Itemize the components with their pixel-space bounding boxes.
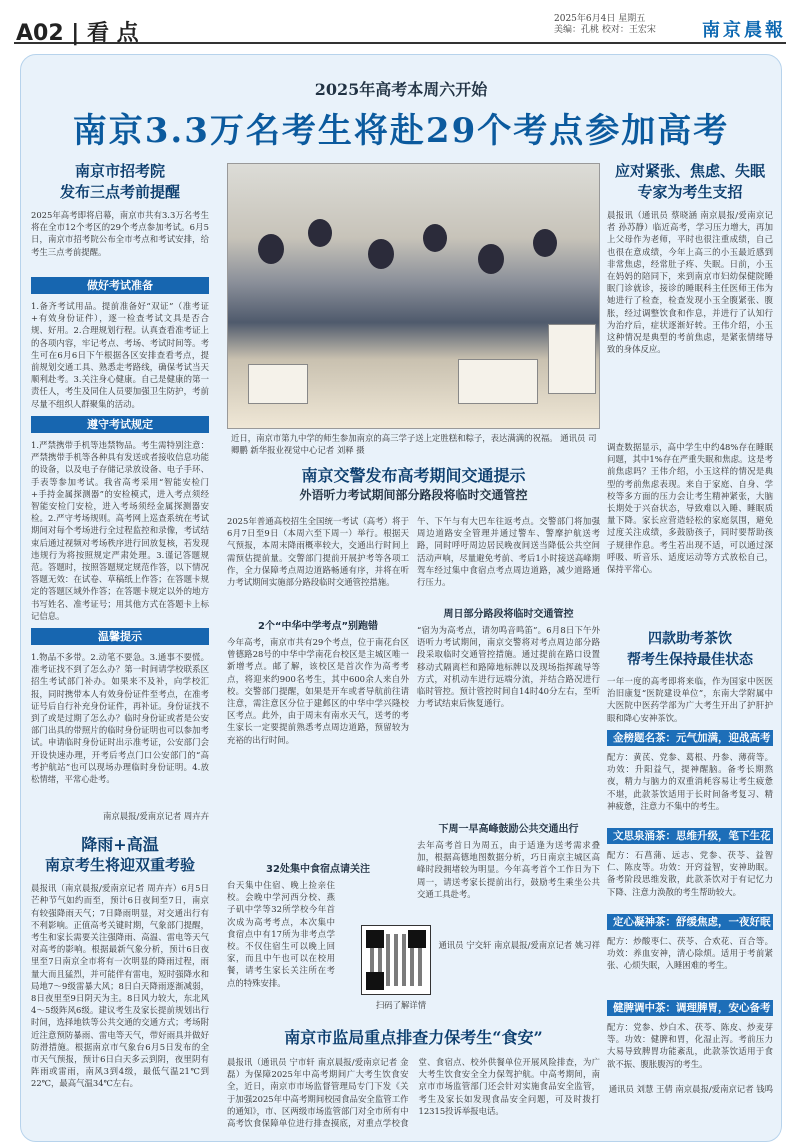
food-para: 晨报讯（通讯员 宁市轩 南京晨报/爱南京记者 金磊）为保障2025年中高考期间广大考生饮食安全，近日，南京市市场监督管理局专门下发《关于加强2025年中高考期间校园食品安全监管工作的通知》，市、区两级市场监管部门对全市所有中高考饮食保障单位进行排查摸底，对重点学校食堂、食宿点、校外供餐单位开展风险排查，为广大考生饮食安全全力保驾护航。中高考期间，南京市市场监管部门还会针对实施食品安全监管，考生及家长如发现食品安全问题，可及时拨打12315投诉举报电话。 <box>227 1057 600 1129</box>
traffic-subhead-4: 下周一早高峰鼓励公共交通出行 <box>438 824 579 835</box>
traffic-para-4: 午、下午与有大巴车往返考点。交警部门将加强周边道路安全管理并通过警车、警摩护航送考路，同时呼吁周边居民晚夜间送当降低公共空间活动声响，尽量避免考前、考后1小时接送高峰期驾车经过集中食宿点考点周边道路，减少道路通行压力。 <box>417 516 600 588</box>
page-title: 南京3.3万名考生将赴29个考点参加高考 <box>72 111 730 151</box>
date-line <box>554 14 704 36</box>
traffic-para-2: 今年高考，南京市共有29个考点，位于南花台区曾德路28号的中华中学南花台校区是主城区唯一新增考点。邮了解，该校区是首次作为高考考点，将迎来约900名考生，其中600余人来自外校。交警部门提醒，如果是开车或者导航前往请注意，需注意区分位于建邺区的中华中学兴隆校区考点。此外，由于周末有南水天气，送考的考生家长一定要提前熟悉考点周边道路，预留较为充裕的出行时间。 <box>227 637 409 745</box>
traffic-byline: 通讯员 宁交轩 南京晨报/爱南京记者 姚习祥 <box>438 940 600 950</box>
traffic-article <box>227 465 600 503</box>
left-intro: 2025年高考即将启幕，南京市共有3.3万名考生将在全市12个考区的29个考点参加考试。6月5日，南京市招考院公布全市考点和考试安排，给考生三点考前提醒。 <box>31 210 209 257</box>
traffic-subhead: 外语听力考试期间部分路段将临时交通管控 <box>299 488 528 502</box>
traffic-para-6: 去年高考首日为周五，由于适逢为送考需求叠加，根据高德地图数据分析，巧日南京主城区高峰时段拥堵较为明显。今年高考首个工作日为下周一，请送考家长提前出行，鼓励考生乘坐公共交通工具赴考。 <box>417 840 600 899</box>
traffic-para-1: 2025年普通高校招生全国统一考试（高考）将于6月7日至9日（本周六至下周一）举行。根据天气预报，本周末降雨概率较大，交通出行时间上需预估提前量。交警部门提前开展护考等各项工作，全力保障考点周边道路畅通有序，并将在听力考试期间实施部分路段临时交通管控措施。 <box>227 516 409 588</box>
tea-bar-1: 金榜题名茶：元气加满，迎战高考 <box>607 730 773 746</box>
tea-text-3: 配方：炒酸枣仁、茯苓、合欢花、百合等。功效：养血安神，清心除烦。适用于考前紧张、心烦失眠，入睡困难的考生。 <box>607 936 773 971</box>
tea-bar-3: 定心凝神茶：舒缓焦虑，一夜好眠 <box>607 914 773 930</box>
food-headline: 南京市监局重点排查力保考生“食安” <box>284 1028 543 1047</box>
traffic-para-3: 台天集中住宿、晚上捡亲住校。会晚中学河西分校、燕子矶中学等32所学校今年首次成为高考考点，本次集中食宿点中有17所为非考点学校。不仅住宿生可以晚上回家，而且中午也可以在校用餐，请考生家长关注所在考点的特殊安排。 <box>227 880 335 988</box>
left-byline: 南京晨报/爱南京记者 周卉卉 <box>103 811 209 821</box>
qr-caption: 扫码了解详情 <box>375 1000 427 1010</box>
right-headline-1: 应对紧张、焦虑、失眠 <box>614 162 765 180</box>
newspaper-logo: 南京晨報 <box>702 20 786 41</box>
tea-text-4: 配方：党参、炒白术、茯苓、陈皮、炒麦芽等。功效：健脾和胃，化湿止泻。考前压力大易导致脾胃功能紊乱，此款茶饮适用于食欲不振、腹胀腹泻的考生。 <box>607 1022 773 1069</box>
right-para-2: 调查数据显示，高中学生中约48%存在睡眠问题，其中1%存在严重失眠和焦虑。这是考前焦虑吗？王伟介绍，小玉这样的情况是典型的考前焦虑表现。来自于家庭、自身、学校等多方面的压力会让考生精神紧张，大脑长期处于兴奋状态，导致难以入睡、睡眠质量下降。家长应营造轻松的家庭氛围，避免过度关注成绩，多鼓励孩子，同时要帮助孩子规律作息。考生若出现不适，可以通过深呼吸、听音乐、适度运动等方式放松自己，保持平常心。 <box>607 442 773 575</box>
left-column <box>31 161 209 1135</box>
left-headline-3: 降雨+高温 <box>81 835 159 855</box>
section-bar-rules: 遵守考试规定 <box>31 416 209 433</box>
left-para-3: 1.物品不多带。2.动笔不要急。3.通事不要慌。准考证找不到了怎么办？第一时间请学校联系区招生考试部门补办。如果来不及补，向学校汇报，同时携带本人有效身份证件至考点，在准考证号后自行补充身份证件，再补证。身份证找不到了或是过期了怎么办？临时身份证或者是公安部门出具的带照片的临时身份证明也可以参加考试。申请临时身份证时出示准考证，公安部门会开设快速办理，开考后考点门口公安部门的“高考护航站”也可以现场办理临时身份证明。4.放松情绪，平常心赴考。 <box>31 652 209 785</box>
students-photo <box>227 163 600 429</box>
tea-bar-4: 健脾调中茶：调理脾胃，安心备考 <box>607 1000 773 1016</box>
traffic-subhead-2: 32处集中食宿点请关注 <box>266 864 370 875</box>
left-para-2: 1.严禁携带手机等违禁物品。考生需特别注意：严禁携带手机等各种具有发送或者接收信息功能的设备，以及电子存储记录放设备、电子手环、手表等参加考试。我省高考采用“智能安检门+手持金属探测器”的安检模式，进入考点须经智能安检门安检，进入考场须经金属探测器安检。2.严守考场规则。高考网上巡查系统在考试期间对每个考场进行全过程监控和录像，考试结束后通过视频对考场秩序进行回放复核，若发现违规行为将按照规定严肃处理。3.谨记答题规范。答题时，按照答题规定规范作答，以下情况答题无效：在试卷、草稿纸上作答；在答题卡规定的答题区域外作答；在答题卡规定以外的地方书写姓名、准考证号；用其他方式在答题卡上标记信息。 <box>31 440 209 621</box>
section-bar-tips: 温馨提示 <box>31 628 209 645</box>
right-headline-4: 帮考生保持最佳状态 <box>627 652 753 668</box>
traffic-col-1 <box>227 515 409 989</box>
traffic-headline: 南京交警发布高考期间交通提示 <box>301 466 526 485</box>
right-column <box>607 161 773 1095</box>
kicker: 2025年高考本周六开始 <box>314 80 488 99</box>
right-para-3: 一年一度的高考即将来临，作为国家中医医治旧康复“医院建设单位”，东南大学附属中大医院中医药学部为广大考生开出了护肝护眼和降心安神茶饮。 <box>607 676 773 723</box>
left-headline-4: 南京考生将迎双重考验 <box>44 856 195 875</box>
traffic-subhead-3: 周日部分路段将临时交通管控 <box>443 609 574 620</box>
right-byline: 通讯员 刘慧 王倩 南京晨报/爱南京记者 钱鸣 <box>608 1084 773 1094</box>
left-headline-2: 发布三点考前提醒 <box>59 183 180 201</box>
left-para-4: 晨报讯（南京晨报/爱南京记者 周卉卉）6月5日芒种节气如约而至，预计6日夜间至7日，南京有较强降雨天气；7日降雨明显，对交通出行有不利影响。正值高考关键时期，气象部门提醒，考生和家长需要关注强降雨、高温、雷电等天气对高考的影响。根据最新气象分析，预计6日夜里至7日南京全市将有一次明显的降雨过程，雨量大而且猛烈，并可能伴有雷电，短时强降水和局地7～9级雷暴大风；8日白天降雨逐渐减弱，8日夜里至9日阴天为主。8日风力较大，东北风4～5级阵风6级。建议考生及家长提前规划出行时间，选择地铁等公共交通的交通方式；考场附近注意预防暴雨、雷电等天气，带好雨具并做好防滑措施。根据南京市气象台6月5日发布的全市天气预报，预计6日白天多云到阴，夜里阴有阵雨或雷雨，南风3到4级，最低气温21℃到22℃，最高气温34℃左右。 <box>31 883 209 1089</box>
traffic-col-2 <box>417 515 600 951</box>
editor-text: 美编：孔桃 校对：王宏宋 <box>554 25 656 35</box>
tea-bar-2: 文思泉涌茶：思维升级，笔下生花 <box>607 828 773 844</box>
tea-text-1: 配方：黄芪、党参、葛根、丹参、薄荷等。功效：升阳益气，提神醒脑。备考长期熬夜，精力与脑力的双重消耗容易让考生疲惫不堪，此款茶饮适用于长时间备考复习、精神疲惫，注意力不集中的考生。 <box>607 752 773 811</box>
left-para-1: 1.备齐考试用品。提前准备好“双证”（准考证+有效身份证件），逐一检查考试文具是否合规、好用。2.合理规划行程。认真查看准考证上的各项内容，牢记考点、考场、考试时间等。考生可在6月6日下午根据各区安排查看考点，提前规划交通工具、熟悉走考路线，确保考试当天顺利赴考。3.关注身心健康。自己是健康的第一责任人，考生及同住人员要加强卫生防护，考前尽量不组织人群聚集的活动。 <box>31 301 209 409</box>
left-headline-1: 南京市招考院 <box>74 162 165 180</box>
section-bar-prepare: 做好考试准备 <box>31 277 209 294</box>
section-label: A02 | 看 点 <box>16 21 139 46</box>
page-header <box>14 0 786 44</box>
right-headline-2: 专家为考生支招 <box>637 183 743 201</box>
traffic-subhead-1: 2个“中华中学考点”别跑错 <box>257 621 379 632</box>
traffic-para-5: “宿为为高考点，请勿鸣音鸣笛”。6月8日下午外语听力考试期间，南京交警将对考点周边部分路段采取临时交通管控措施。通过提前在路口设置移动式隔离栏和路障地标牌以及现场指挥疏导等方式，对机动车进行远端分流，并结合路况进行临时管控。预计管控时间自14时40分左右，至听力考试结束后恢复通行。 <box>417 625 600 709</box>
food-article <box>227 1027 600 1130</box>
right-para-1: 晨报讯（通讯员 蔡晓涵 南京晨报/爱南京记者 孙苏静）临近高考，学习压力增大，再加上父母作为老师，平时也很注重成绩，自己也很在意成绩，今年上高三的小玉最近感到非常焦虑，经常肚子疼、失眠。日前，小玉在妈妈的陪同下，来到南京市妇幼保健院睡眠门诊就诊，接诊的睡眠科主任医师王伟为她进行了检查，检查发现小玉全腹紧张、腹胀，经过调整饮食和作息，并进行了认知行为治疗后，症状逐渐好转。王伟介绍，小玉这种情况是典型的考前焦虑，是紧张情绪导致的身体反应。 <box>607 210 773 355</box>
photo-caption: 近日，南京市第九中学的师生参加南京的高三学子送上定胜糕和粽子，表达满满的祝福。 通讯员 司卿鹏 新华报业视觉中心记者 刘释 摄 <box>231 433 597 455</box>
feature-panel <box>20 54 782 1142</box>
tea-text-2: 配方：石菖蒲、远志、党参、茯苓、益智仁、陈皮等。功效：开窍益智，安神助眠。备考阶段思维发散，此款茶饮对于有记忆力下降、注意力涣散的考生帮助较大。 <box>607 850 773 897</box>
date-text: 2025年6月4日 星期五 <box>554 14 646 24</box>
right-headline-3: 四款助考茶饮 <box>648 631 732 647</box>
